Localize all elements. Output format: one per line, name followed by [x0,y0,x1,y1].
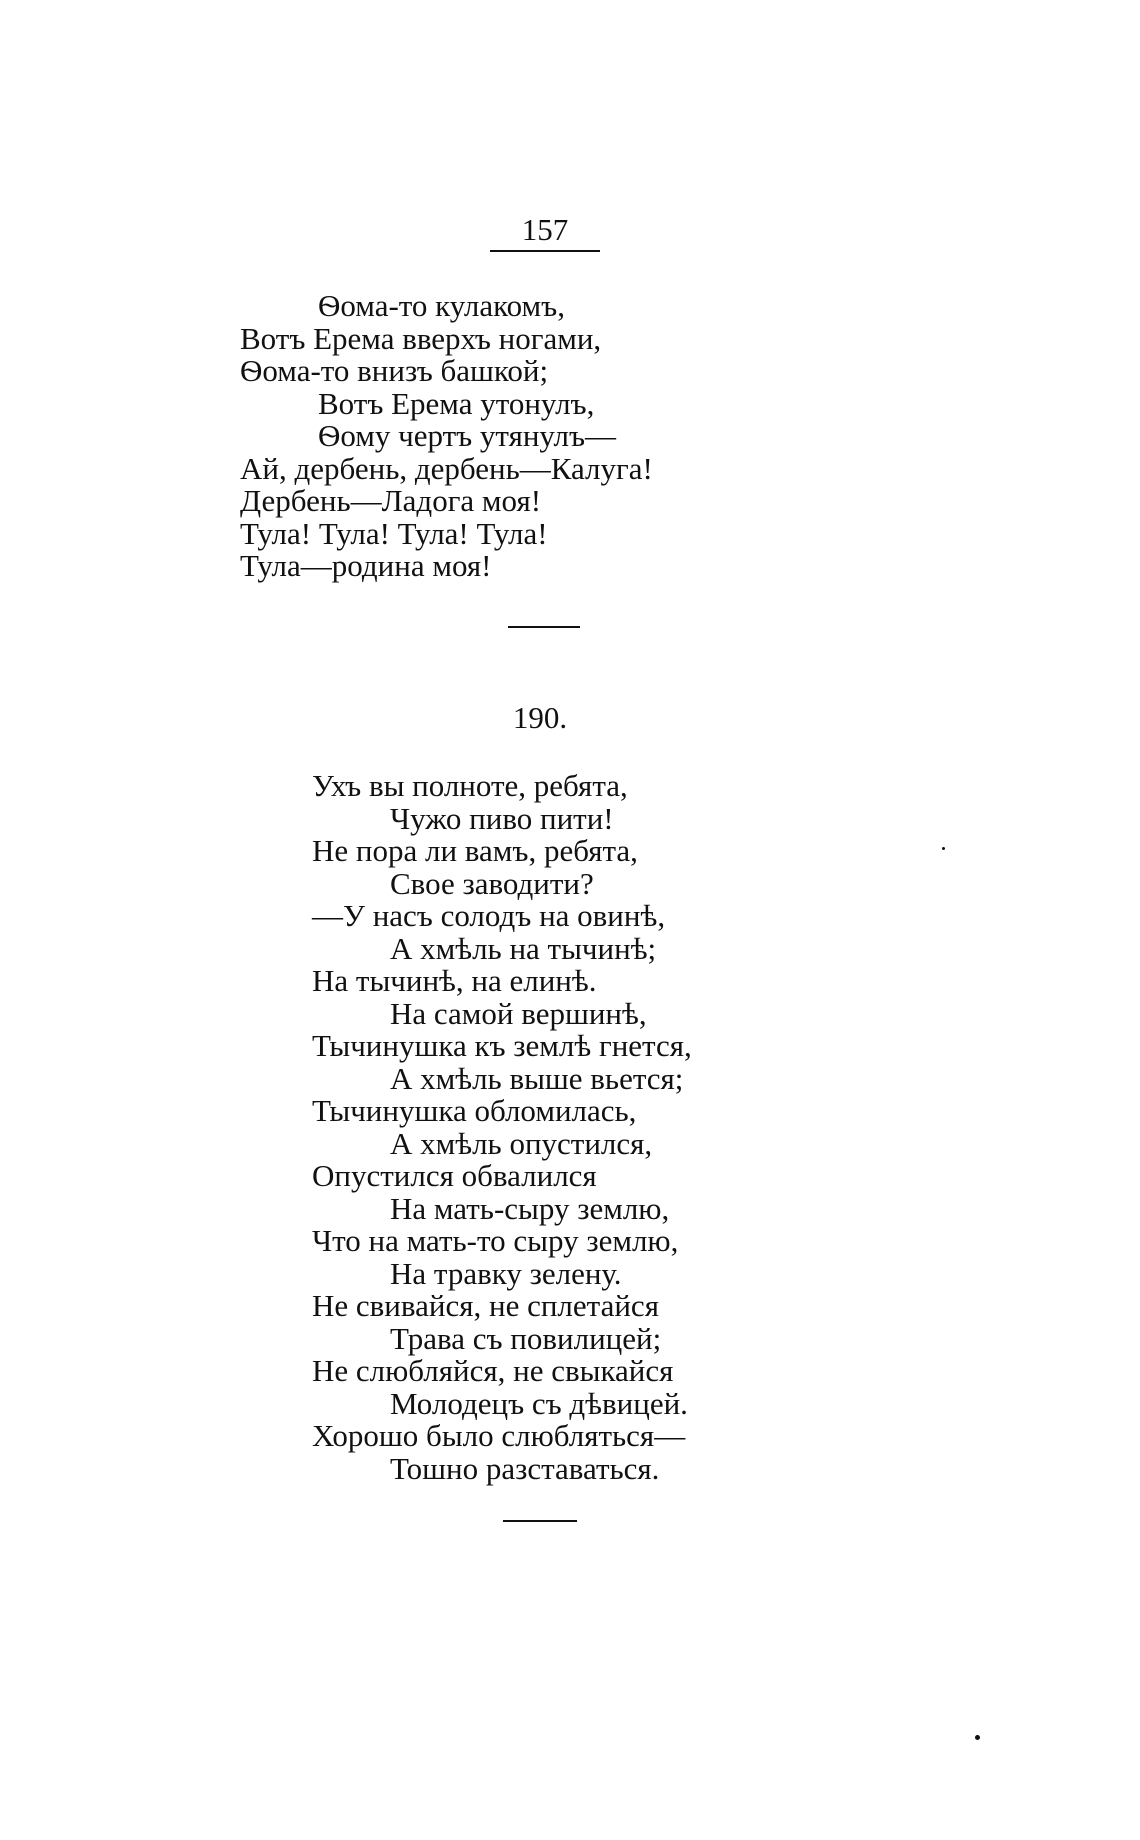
verse-line: Не пора ли вамъ, ребята, [312,833,638,868]
verse-line: —У насъ солодъ на овинѣ, [312,898,666,933]
verse-line: Что на мать-то сыру землю, [312,1223,679,1258]
verse-line: Ай, дербень, дербень—Калуга! [240,450,653,486]
verse-line: Вотъ Ерема утонулъ, [318,385,595,421]
verse-line: Тула—родина моя! [240,548,492,583]
verse-line: Тычинушка обломилась, [312,1093,637,1128]
verse-line: Трава съ повилицей; [390,1320,662,1356]
verse-line: На тычинѣ, на елинѣ. [312,963,597,998]
page-number: 157 [490,212,600,252]
verse-line: Ѳому чертъ утянулъ— [318,418,617,453]
poem-continuation [240,290,653,583]
verse-line: Свое заводити? [390,865,594,901]
verse-line: Чужо пиво пити! [390,800,614,836]
verse-line: Ухъ вы полноте, ребята, [312,768,628,803]
end-divider [503,1520,577,1522]
song-190-verse [312,770,692,1485]
verse-line: Дербень—Ладога моя! [240,483,542,518]
verse-line: Не слюбляйся, не свыкайся [312,1353,674,1388]
verse-line: Молодецъ съ дѣвицей. [390,1385,688,1421]
verse-line: Тошно разставаться. [390,1450,660,1486]
verse-line: А хмѣль на тычинѣ; [390,930,657,966]
verse-line: Ѳома-то внизъ башкой; [240,353,549,388]
print-speck [975,1735,980,1740]
verse-line: Тула! Тула! Тула! Тула! [240,515,548,551]
verse-line: На травку зелену. [390,1255,622,1291]
verse-line: Тычинушка къ землѣ гнется, [312,1028,692,1063]
verse-line: А хмѣль выше вьется; [390,1060,684,1096]
verse-line: На мать-сыру землю, [390,1190,670,1226]
song-number: 190. [512,700,568,735]
verse-line: Не свивайся, не сплетайся [312,1288,659,1323]
verse-line: Вотъ Ерема вверхъ ногами, [240,320,602,356]
verse-line: Опустился обвалился [312,1158,597,1193]
print-speck [942,847,945,850]
verse-line: Хорошо было слюбляться— [312,1418,686,1453]
verse-line: На самой вершинѣ, [390,995,647,1031]
section-divider [508,626,580,628]
verse-line: А хмѣль опустился, [390,1125,653,1161]
verse-line: Ѳома-то кулакомъ, [318,288,565,323]
